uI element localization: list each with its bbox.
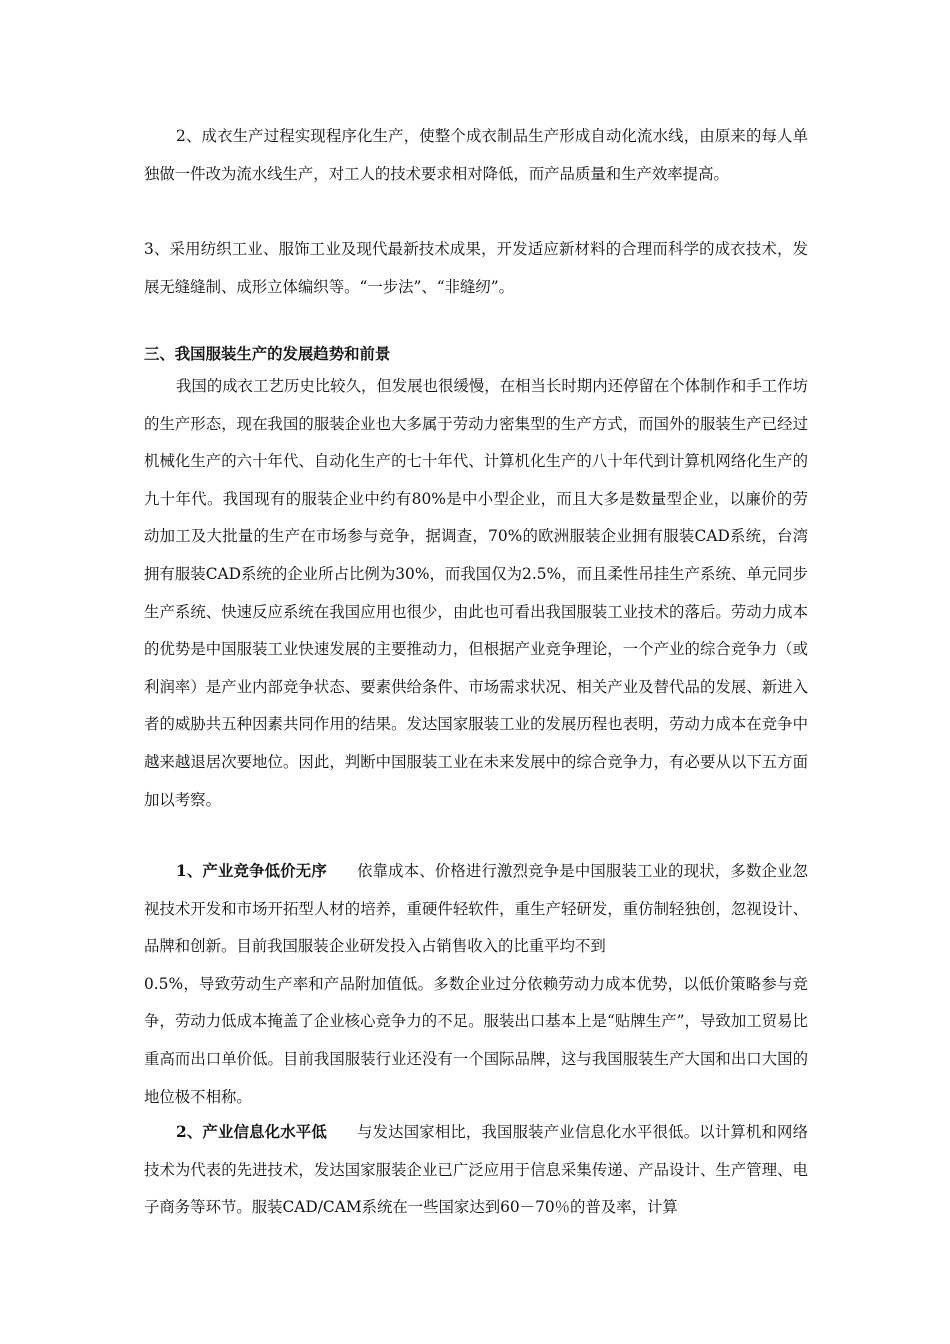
price-competition-text-a: 依靠成本、价格进行激烈竞争是中国服装工业的现状，多数企业忽视技术开发和市场开拓型人材的培养，重硬件轻软件，重生产轻研发，重仿制轻独创，忽视设计、品牌和创新。目前我国服装企业研发投入占销售收入的比重平均不到	[144, 862, 808, 956]
paragraph-price-competition	[144, 853, 808, 1116]
informatization-text: 与发达国家相比，我国服装产业信息化水平很低。以计算机和网络技术为代表的先进技术，发达国家服装企业已广泛应用于信息采集传递、产品设计、生产管理、电子商务等环节。服装CAD/CAM系统在一些国家达到60－70％的普及率，计算	[144, 1123, 808, 1217]
paragraph-item-2: 2、成衣生产过程实现程序化生产，使整个成衣制品生产形成自动化流水线，由原来的每人单独做一件改为流水线生产，对工人的技术要求相对降低，而产品质量和生产效率提高。	[144, 127, 808, 183]
subheading-price-competition: 1、产业竞争低价无序	[176, 862, 327, 880]
price-competition-text-b: 0.5%，导致劳动生产率和产品附加值低。多数企业过分依赖劳动力成本优势，以低价策略参与竞争，劳动力低成本掩盖了企业核心竞争力的不足。服装出口基本上是“贴牌生产”，导致加工贸易比重高而出口单价低。目前我国服装行业还没有一个国际品牌，这与我国服装生产大国和出口大国的地位极不相称。	[144, 974, 808, 1106]
subheading-informatization: 2、产业信息化水平低	[176, 1123, 327, 1141]
paragraph-item-3: 3、采用纺织工业、服饰工业及现代最新技术成果，开发适应新材料的合理而科学的成衣技术，发展无缝缝制、成形立体编织等。“一步法”、“非缝纫”。	[144, 240, 808, 296]
paragraph-section-intro: 我国的成衣工艺历史比较久，但发展也很缓慢，在相当长时期内还停留在个体制作和手工作坊的生产形态，现在我国的服装企业也大多属于劳动力密集型的生产方式，而国外的服装生产已经过机械化生产的六十年代、自动化生产的七十年代、计算机化生产的八十年代到计算机网络化生产的九十年代。我国现有的服装企业中约有80%是中小型企业，而且大多是数量型企业，以廉价的劳动加工及大批量的生产在市场参与竞争，据调查，70%的欧洲服装企业拥有服装CAD系统，台湾拥有服装CAD系统的企业所占比例为30%，而我国仅为2.5%，而且柔性吊挂生产系统、单元同步生产系统、快速反应系统在我国应用也很少，由此也可看出我国服装工业技术的落后。劳动力成本的优势是中国服装工业快速发展的主要推动力，但根据产业竞争理论，一个产业的综合竞争力（或利润率）是产业内部竞争状态、要素供给条件、市场需求状况、相关产业及替代品的发展、新进入者的威胁共五种因素共同作用的结果。发达国家服装工业的发展历程也表明，劳动力成本在竞争中越来越退居次要地位。因此，判断中国服装工业在未来发展中的综合竞争力，有必要从以下五方面加以考察。	[144, 377, 808, 809]
section-heading: 三、我国服装生产的发展趋势和前景	[144, 345, 391, 363]
paragraph-informatization	[144, 1114, 808, 1227]
